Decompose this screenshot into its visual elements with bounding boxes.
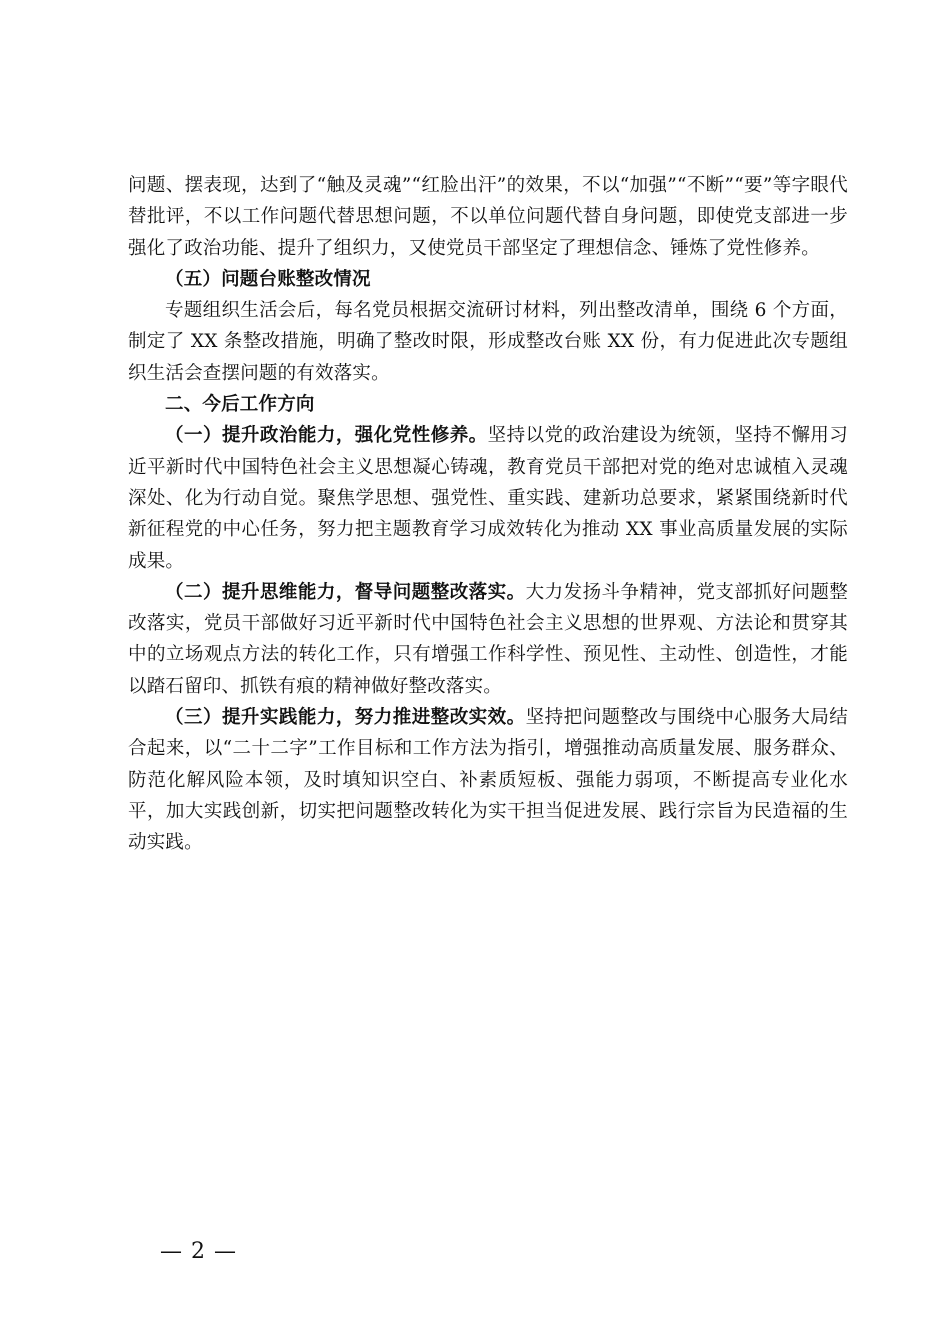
paragraph-body-thinking-ability: 大力发扬斗争精神，党支部抓好问题整改落实，党员干部做好习近平新时代中国特色社会主义思想的世界观、方法论和贯穿其中的立场观点方法的转化工作，只有增强工作科学性、预见性、主动性、创造性，才能以踏石留印、抓铁有痕的精神做好整改落实。 (128, 581, 848, 697)
paragraph-lead-practice-ability: （三）提升实践能力，努力推进整改实效。 (165, 707, 526, 729)
paragraph-rectification: 专题组织生活会后，每名党员根据交流研讨材料，列出整改清单，围绕 6 个方面，制定了 XX 条整改措施，明确了整改时限，形成整改台账 XX 份，有力促进此次专题组织生活会查摆问题的有效落实。 (128, 300, 848, 384)
paragraph-body-political-ability: 坚持以党的政治建设为统领，坚持不懈用习近平新时代中国特色社会主义思想凝心铸魂，教育党员干部把对党的绝对忠诚植入灵魂深处、化为行动自觉。聚焦学思想、强党性、重实践、建新功总要求，紧紧围绕新时代新征程党的中心任务，努力把主题教育学习成效转化为推动 XX 事业高质量发展的实际成果。 (128, 425, 848, 572)
section-heading-problem-ledger: （五）问题台账整改情况 (165, 268, 371, 290)
paragraph-continuation: 问题、摆表现，达到了“触及灵魂”“红脸出汗”的效果，不以“加强”“不断”“要”等字眼代替批评，不以工作问题代替思想问题，不以单位问题代替自身问题，即使党支部进一步强化了政治功能、提升了组织力，又使党员干部坚定了理想信念、锤炼了党性修养。 (128, 175, 848, 259)
paragraph-lead-thinking-ability: （二）提升思维能力，督导问题整改落实。 (165, 581, 526, 603)
page-number: — 2 — (160, 1239, 237, 1264)
paragraph-practice-ability (128, 702, 848, 858)
paragraph-political-ability (128, 420, 848, 576)
paragraph-body-practice-ability: 坚持把问题整改与围绕中心服务大局结合起来，以“二十二字”工作目标和工作方法为指引，增强推动高质量发展、服务群众、防范化解风险本领，及时填知识空白、补素质短板、强能力弱项，不断提高专业化水平，加大实践创新，切实把问题整改转化为实干担当促进发展、践行宗旨为民造福的生动实践。 (128, 707, 848, 854)
section-heading-future-direction: 二、今后工作方向 (165, 394, 315, 416)
paragraph-lead-political-ability: （一）提升政治能力，强化党性修养。 (165, 425, 488, 447)
document-body (128, 170, 848, 859)
paragraph-thinking-ability (128, 577, 848, 702)
